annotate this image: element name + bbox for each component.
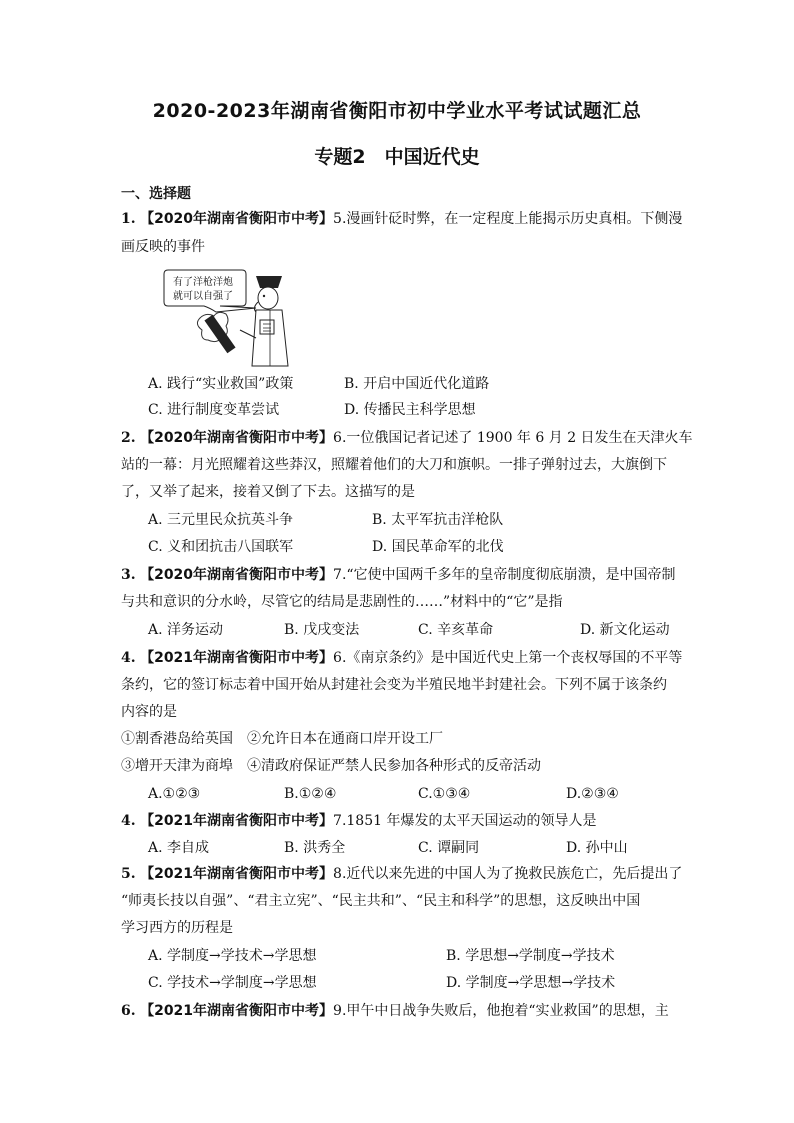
option-c[interactable]: C. 学技术→学制度→学思想 (148, 975, 317, 991)
question-text: 8.近代以来先进的中国人为了挽救民族危亡，先后提出了 (333, 866, 683, 882)
question-source: 【2020年湖南省衡阳市中考】 (140, 567, 334, 583)
option-d[interactable]: D. 传播民主科学思想 (344, 402, 476, 418)
option-b[interactable]: B. 洪秀全 (284, 840, 346, 856)
option-b[interactable]: B. 开启中国近代化道路 (344, 376, 490, 392)
question-4-statements-1: ①割香港岛给英国 ②允许日本在通商口岸开设工厂 (121, 731, 443, 747)
question-text: 5.漫画针砭时弊，在一定程度上能揭示历史真相。下侧漫 (333, 211, 683, 227)
question-3-line-2: 与共和意识的分水岭，尽管它的结局是悲剧性的……”材料中的“它”是指 (121, 594, 563, 610)
document-subtitle: 专题2 中国近代史 (314, 146, 480, 168)
option-d[interactable]: D. 国民革命军的北伐 (372, 539, 504, 555)
question-2-line-2: 站的一幕：月光照耀着这些莽汉，照耀着他们的大刀和旗帜。一排子弹射过去，大旗倒下 (121, 457, 667, 473)
question-4-line-1 (121, 648, 681, 668)
question-number: 4. (121, 813, 136, 829)
question-4-statements-2: ③增开天津为商埠 ④清政府保证严禁人民参加各种形式的反帝活动 (121, 758, 541, 774)
option-c[interactable]: C. 谭嗣同 (418, 840, 480, 856)
option-b[interactable]: B. 太平军抗击洋枪队 (372, 512, 504, 528)
option-c[interactable]: C. 义和团抗击八国联军 (148, 539, 294, 555)
option-c[interactable]: C. 进行制度变革尝试 (148, 402, 280, 418)
question-number: 1. (121, 211, 136, 227)
question-text: 9.甲午中日战争失败后，他抱着“实业救国”的思想，主 (333, 1003, 669, 1019)
question-6-line-1 (121, 864, 681, 884)
question-source: 【2021年湖南省衡阳市中考】 (140, 813, 334, 829)
option-d[interactable]: D. 孙中山 (566, 840, 628, 856)
option-b[interactable]: B. 戊戌变法 (284, 622, 360, 638)
option-a[interactable]: A. 三元里民众抗英斗争 (148, 512, 294, 528)
question-source: 【2021年湖南省衡阳市中考】 (140, 1003, 334, 1019)
question-1-line-2: 画反映的事件 (121, 239, 205, 255)
option-c[interactable]: C. 辛亥革命 (418, 622, 494, 638)
question-6-line-3: 学习西方的历程是 (121, 920, 233, 936)
option-b[interactable]: B.①②④ (284, 786, 337, 802)
question-source: 【2020年湖南省衡阳市中考】 (140, 430, 334, 446)
question-text: 7.1851 年爆发的太平天国运动的领导人是 (333, 813, 597, 829)
option-a[interactable]: A. 李自成 (148, 840, 210, 856)
cartoon-illustration (160, 268, 310, 368)
question-text: 6.《南京条约》是中国近代史上第一个丧权辱国的不平等 (333, 650, 683, 666)
question-text: 6.一位俄国记者记述了 1900 年 6 月 2 日发生在天津火车 (333, 430, 693, 446)
question-5-line-1 (121, 811, 681, 831)
option-d[interactable]: D. 学制度→学思想→学技术 (446, 975, 616, 991)
document-title: 2020-2023年湖南省衡阳市初中学业水平考试试题汇总 (152, 100, 642, 122)
question-source: 【2020年湖南省衡阳市中考】 (140, 211, 334, 227)
question-1-line-1 (121, 209, 681, 229)
cartoon-caption-line-2: 就可以自强了 (173, 291, 233, 302)
question-number: 6. (121, 1003, 136, 1019)
option-d[interactable]: D. 新文化运动 (580, 622, 670, 638)
section-heading: 一、选择题 (121, 186, 191, 202)
question-text: 7.“它使中国两千多年的皇帝制度彻底崩溃，是中国帝制 (333, 567, 676, 583)
question-number: 5. (121, 866, 136, 882)
question-4-line-3: 内容的是 (121, 704, 177, 720)
question-2-line-3: 了，又举了起来，接着又倒了下去。这描写的是 (121, 484, 415, 500)
option-c[interactable]: C.①③④ (418, 786, 471, 802)
option-d[interactable]: D.②③④ (566, 786, 619, 802)
question-7-line-1 (121, 1001, 681, 1021)
question-source: 【2021年湖南省衡阳市中考】 (140, 866, 334, 882)
cartoon-caption-line-1: 有了洋枪洋炮 (173, 277, 233, 288)
option-a[interactable]: A. 学制度→学技术→学思想 (148, 948, 317, 964)
option-a[interactable]: A. 洋务运动 (148, 622, 224, 638)
option-a[interactable]: A.①②③ (148, 786, 201, 802)
question-6-line-2: “师夷长技以自强”、“君主立宪”、“民主共和”、“民主和科学”的思想，这反映出中国 (121, 893, 641, 909)
question-number: 4. (121, 650, 136, 666)
question-number: 2. (121, 430, 136, 446)
question-2-line-1 (121, 428, 693, 448)
question-number: 3. (121, 567, 136, 583)
question-source: 【2021年湖南省衡阳市中考】 (140, 650, 334, 666)
question-4-line-2: 条约，它的签订标志着中国开始从封建社会变为半殖民地半封建社会。下列不属于该条约 (121, 677, 667, 693)
option-b[interactable]: B. 学思想→学制度→学技术 (446, 948, 615, 964)
option-a[interactable]: A. 践行“实业救国”政策 (148, 376, 294, 392)
question-3-line-1 (121, 565, 681, 585)
